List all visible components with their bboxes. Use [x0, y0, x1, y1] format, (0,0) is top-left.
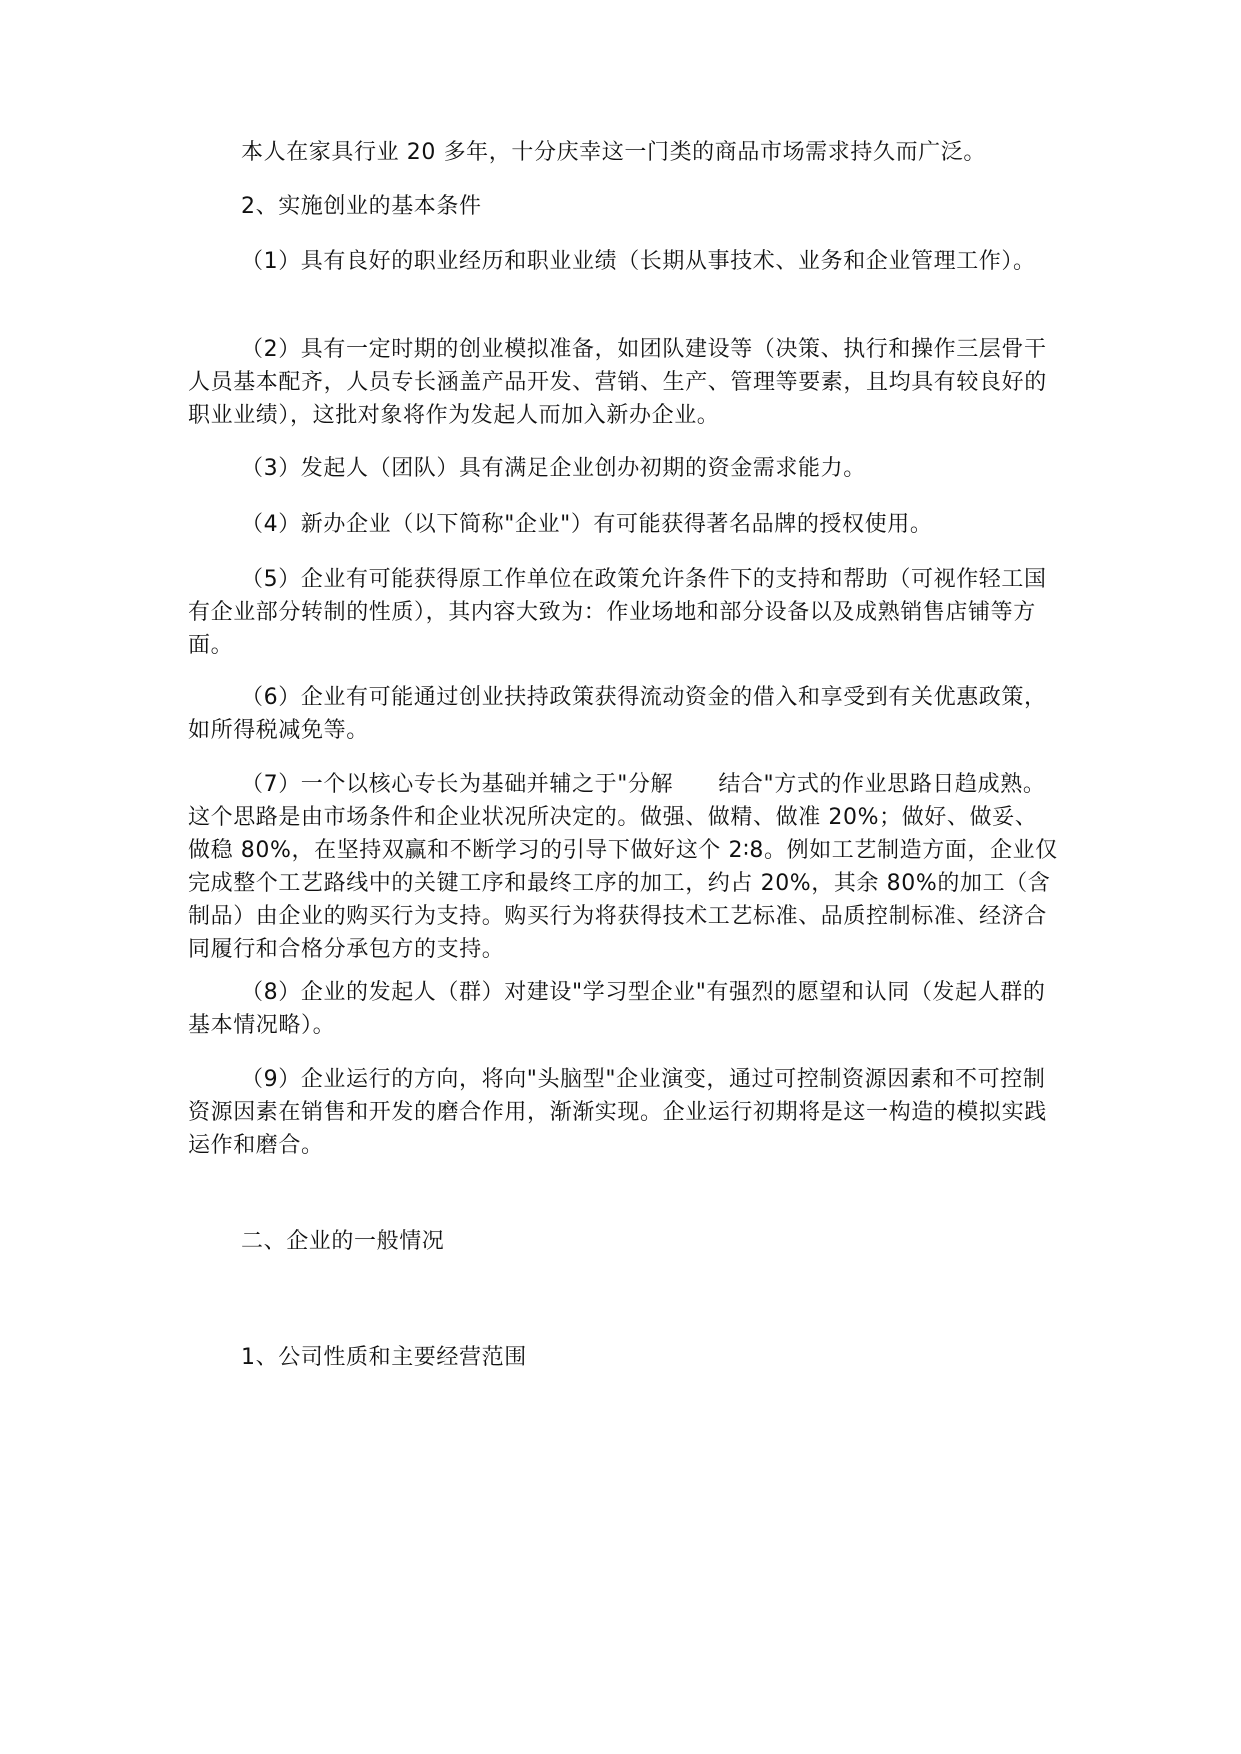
- section-heading-company-nature: 1、公司性质和主要经营范围: [241, 1345, 527, 1370]
- condition-item-3: （3）发起人（团队）具有满足企业创办初期的资金需求能力。: [241, 456, 866, 481]
- condition-item-9: （9）企业运行的方向，将向"头脑型"企业演变，通过可控制资源因素和不可控制资源因素在销售和开发的磨合作用，渐渐实现。企业运行初期将是这一构造的模拟实践运作和磨合。: [188, 1067, 1047, 1158]
- condition-item-5: （5）企业有可能获得原工作单位在政策允许条件下的支持和帮助（可视作轻工国有企业部分转制的性质），其内容大致为：作业场地和部分设备以及成熟销售店铺等方面。: [188, 567, 1047, 658]
- condition-item-7: （7）一个以核心专长为基础并辅之于"分解 结合"方式的作业思路日趋成熟。这个思路是由市场条件和企业状况所决定的。做强、做精、做准 20%；做好、做妥、做稳 80%，在坚持双赢和不断学习的引导下做好这个 2∶8。例如工艺制造方面，企业仅完成整个工艺路线中的关键工序和最终工序的加工，约占 20%，其余 80%的加工（含制品）由企业的购买行为支持。购买行为将获得技术工艺标准、品质控制标准、经济合同履行和合格分承包方的支持。: [188, 772, 1058, 962]
- condition-item-6: （6）企业有可能通过创业扶持政策获得流动资金的借入和享受到有关优惠政策，如所得税减免等。: [188, 685, 1047, 743]
- condition-item-4: （4）新办企业（以下简称"企业"）有可能获得著名品牌的授权使用。: [241, 512, 933, 537]
- section-heading-basic-conditions: 2、实施创业的基本条件: [241, 194, 482, 219]
- intro-paragraph: 本人在家具行业 20 多年，十分庆幸这一门类的商品市场需求持久而广泛。: [241, 140, 986, 165]
- condition-item-8: （8）企业的发起人（群）对建设"学习型企业"有强烈的愿望和认同（发起人群的基本情况略）。: [188, 980, 1046, 1038]
- section-heading-company-overview: 二、企业的一般情况: [241, 1229, 445, 1254]
- condition-item-1: （1）具有良好的职业经历和职业业绩（长期从事技术、业务和企业管理工作）。: [241, 249, 1036, 274]
- condition-item-2: （2）具有一定时期的创业模拟准备，如团队建设等（决策、执行和操作三层骨干人员基本配齐，人员专长涵盖产品开发、营销、生产、管理等要素，且均具有较良好的职业业绩），这批对象将作为发起人而加入新办企业。: [188, 337, 1047, 428]
